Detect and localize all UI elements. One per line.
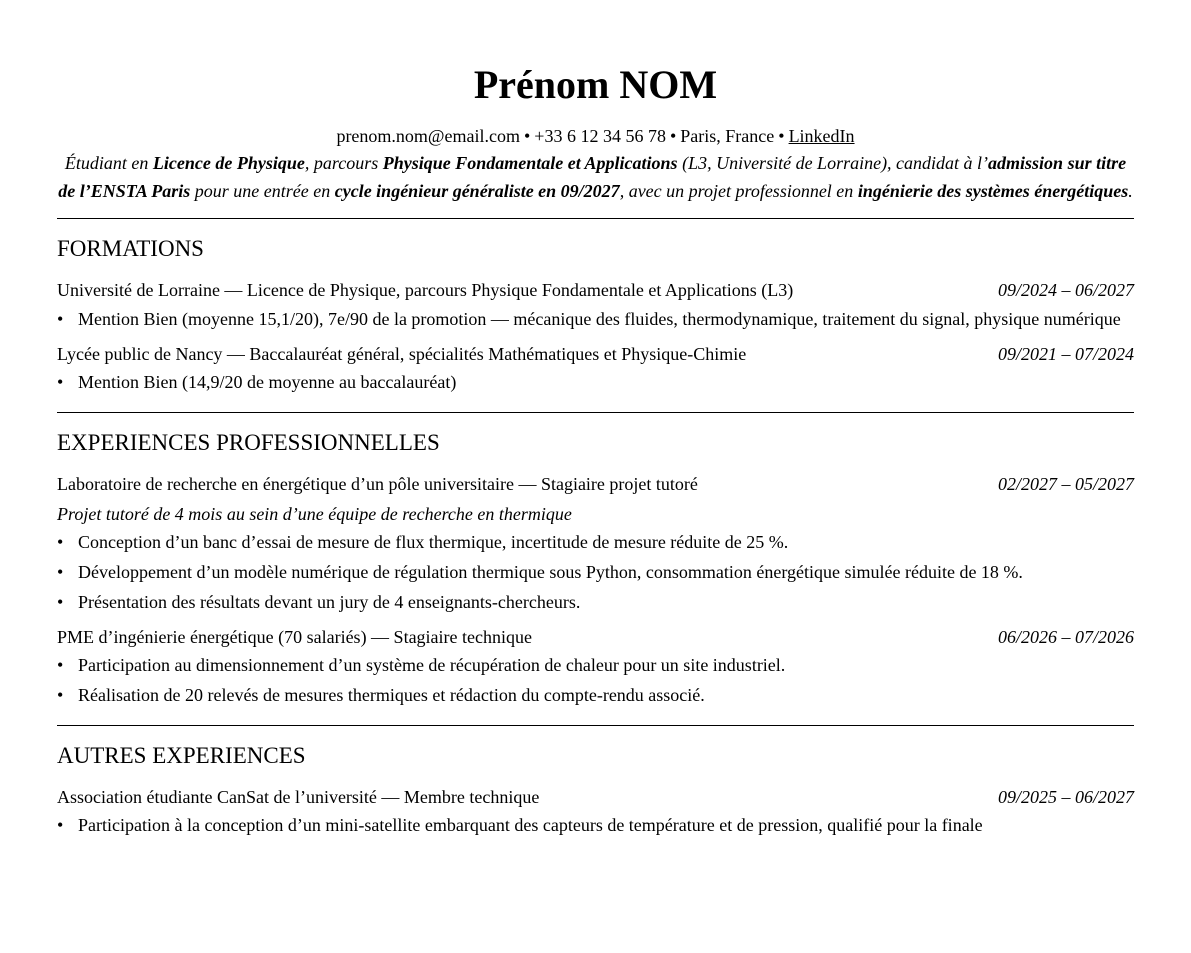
entry-title: PME d’ingénierie énergétique (70 salariés) — Stagiaire technique — [57, 627, 533, 647]
entry-date: 06/2026 – 07/2026 — [997, 627, 1134, 647]
other-experience-entry — [57, 785, 1134, 839]
profile-summary — [57, 150, 1134, 205]
contact-line — [57, 125, 1134, 147]
entry-title: Université de Lorraine — Licence de Physique, parcours Physique Fondamentale et Applications (L3) — [57, 280, 794, 300]
entry-title: Laboratoire de recherche en énergétique d’un pôle universitaire — Stagiaire projet tutoré — [57, 474, 698, 494]
summary-text: , parcours — [304, 153, 383, 173]
summary-emphasis: Physique Fondamentale et Applications — [382, 153, 678, 173]
experience-entry — [57, 625, 1134, 709]
candidate-name: Prénom NOM — [473, 62, 718, 107]
bullet-list — [57, 812, 1134, 839]
bullet-item: • Réalisation de 20 relevés de mesures thermiques et rédaction du compte-rendu associé. — [57, 682, 1134, 709]
bullet-item: • Présentation des résultats devant un jury de 4 enseignants-chercheurs. — [57, 589, 1134, 616]
bullet-item: • Développement d’un modèle numérique de régulation thermique sous Python, consommation énergétique simulée réduite de 18 %. — [57, 559, 1134, 586]
linkedin-link[interactable]: LinkedIn — [788, 126, 855, 146]
separator: • — [523, 126, 531, 146]
bullet-list — [57, 652, 1134, 709]
location: Paris, France — [680, 126, 775, 146]
summary-text: , avec un projet professionnel en — [619, 180, 858, 201]
summary-emphasis: Licence de Physique — [152, 153, 305, 173]
email[interactable]: prenom.nom@email.com — [336, 126, 520, 146]
cv-page — [57, 0, 1134, 839]
summary-text: (L3, Université de Lorraine), candidat à l’ — [677, 153, 989, 173]
bullet-list — [57, 305, 1134, 333]
experience-entry — [57, 472, 1134, 616]
formation-entry — [57, 342, 1134, 396]
summary-text: pour une entrée en — [190, 180, 335, 201]
section-divider — [57, 412, 1134, 413]
entry-header — [57, 625, 1134, 649]
entry-header — [57, 342, 1134, 366]
summary-emphasis: admission sur titre de l’ENSTA Paris — [58, 153, 1127, 201]
entry-subtitle: Projet tutoré de 4 mois au sein d’une équipe de recherche en thermique — [57, 504, 572, 524]
bullet-item: • Participation au dimensionnement d’un système de récupération de chaleur pour un site industriel. — [57, 652, 1134, 679]
section-divider — [57, 218, 1134, 219]
summary-emphasis: ingénierie des systèmes énergétiques — [857, 180, 1129, 201]
bullet-item: • Participation à la conception d’un mini-satellite embarquant des capteurs de température et de pression, qualifié pour la finale — [57, 812, 1134, 839]
bullet-item: • Mention Bien (14,9/20 de moyenne au baccalauréat) — [57, 369, 1134, 396]
entry-title: Lycée public de Nancy — Baccalauréat général, spécialités Mathématiques et Physique-Chimie — [57, 344, 747, 364]
summary-text: Étudiant en — [64, 153, 153, 173]
summary-text: . — [1128, 180, 1133, 201]
section-divider — [57, 725, 1134, 726]
entry-date: 09/2025 – 06/2027 — [997, 787, 1134, 807]
entry-date: 09/2024 – 06/2027 — [997, 280, 1134, 300]
formation-entry — [57, 278, 1134, 333]
separator: • — [669, 126, 677, 146]
bullet-list — [57, 369, 1134, 396]
separator: • — [778, 126, 785, 146]
bullet-list — [57, 529, 1134, 616]
entry-header — [57, 278, 1134, 302]
bullet-item: • Conception d’un banc d’essai de mesure de flux thermique, incertitude de mesure réduite de 25 %. — [57, 529, 1134, 556]
entry-date: 02/2027 – 05/2027 — [997, 474, 1134, 494]
entry-title: Association étudiante CanSat de l’université — Membre technique — [57, 787, 540, 807]
section-title-autres: AUTRES EXPERIENCES — [57, 743, 306, 768]
entry-header — [57, 472, 1134, 496]
entry-header — [57, 785, 1134, 809]
summary-emphasis: cycle ingénieur généraliste en 09/2027 — [334, 180, 620, 201]
section-title-formations: FORMATIONS — [57, 236, 204, 261]
section-title-experiences: EXPERIENCES PROFESSIONNELLES — [57, 430, 440, 455]
bullet-item: • Mention Bien (moyenne 15,1/20), 7e/90 de la promotion — mécanique des fluides, thermodynamique, traitement du signal, physique numérique — [57, 305, 1134, 333]
entry-date: 09/2021 – 07/2024 — [997, 344, 1134, 364]
phone: +33 6 12 34 56 78 — [534, 126, 666, 146]
